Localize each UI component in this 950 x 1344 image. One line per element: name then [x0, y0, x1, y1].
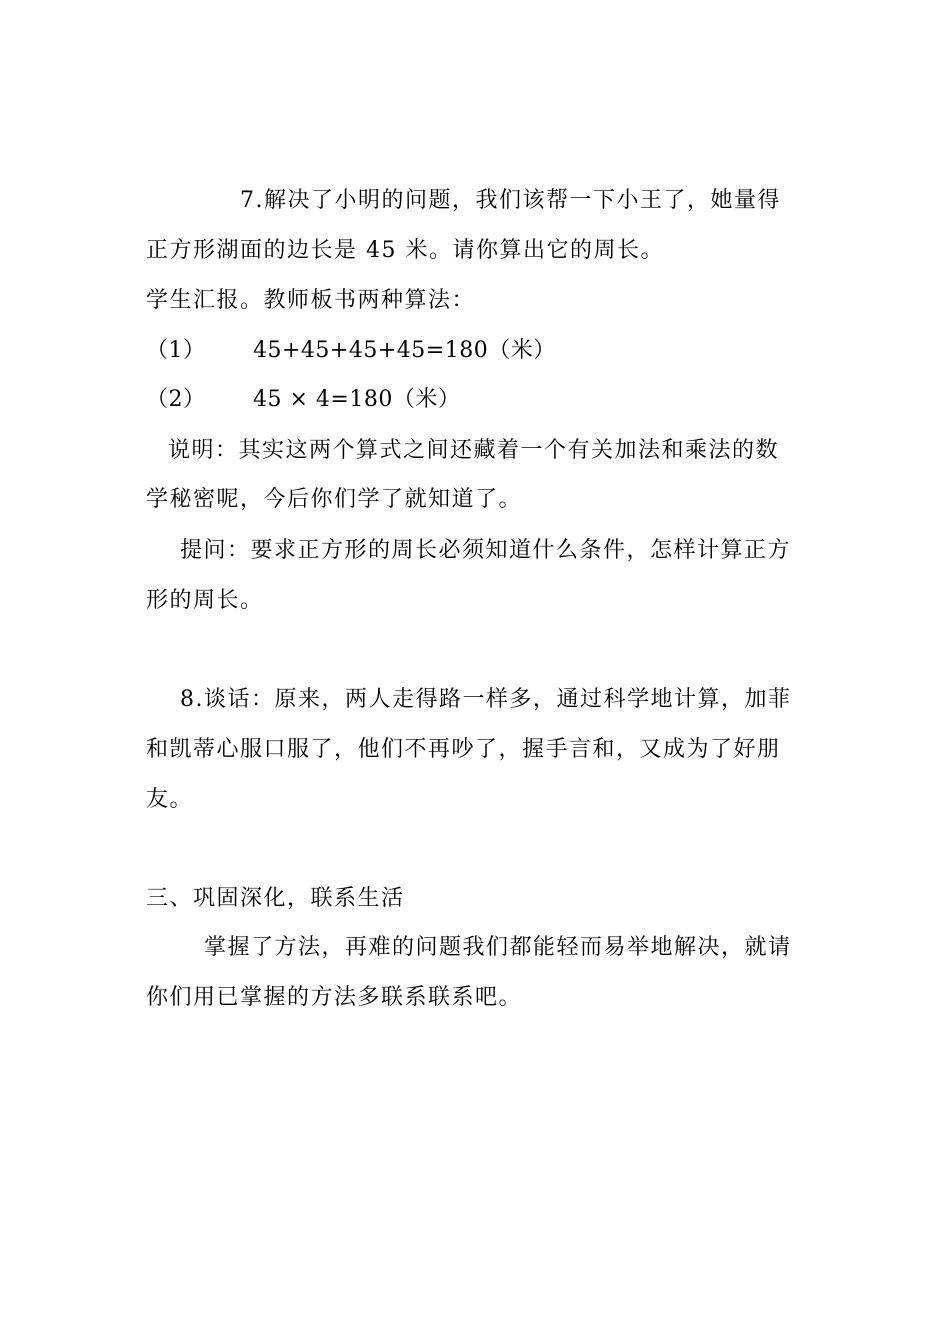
practice-line-2: 你们用已掌握的方法多联系联系吧。 [146, 985, 523, 1010]
practice-line-1: 掌握了方法，再难的问题我们都能轻而易举地解决，就请 [204, 935, 792, 960]
method-1 [146, 337, 556, 365]
method-1-expression: 45+45+45+45=180（米） [253, 338, 556, 363]
item7-line-1: 7.解决了小明的问题，我们该帮一下小王了，她量得 [240, 188, 781, 213]
report-line: 学生汇报。教师板书两种算法： [146, 288, 476, 313]
section-heading: 三、巩固深化，联系生活 [146, 886, 405, 911]
explain-line-1: 说明：其实这两个算式之间还藏着一个有关加法和乘法的数 [168, 438, 780, 463]
item8-line-1: 8.谈话：原来，两人走得路一样多，通过科学地计算，加菲 [180, 687, 792, 712]
method-2-expression: 45 × 4=180（米） [253, 387, 461, 412]
question-line-2: 形的周长。 [146, 588, 264, 613]
explain-line-2: 学秘密呢，今后你们学了就知道了。 [146, 487, 523, 512]
method-2 [146, 386, 461, 414]
item7-line-2: 正方形湖面的边长是 45 米。请你算出它的周长。 [146, 238, 664, 263]
item8-line-3: 友。 [146, 787, 194, 812]
method-2-label: （2） [146, 387, 206, 412]
question-line-1: 提问：要求正方形的周长必须知道什么条件，怎样计算正方 [180, 538, 792, 563]
method-1-label: （1） [146, 338, 206, 363]
item8-line-2: 和凯蒂心服口服了，他们不再吵了，握手言和，又成为了好朋 [146, 737, 781, 762]
